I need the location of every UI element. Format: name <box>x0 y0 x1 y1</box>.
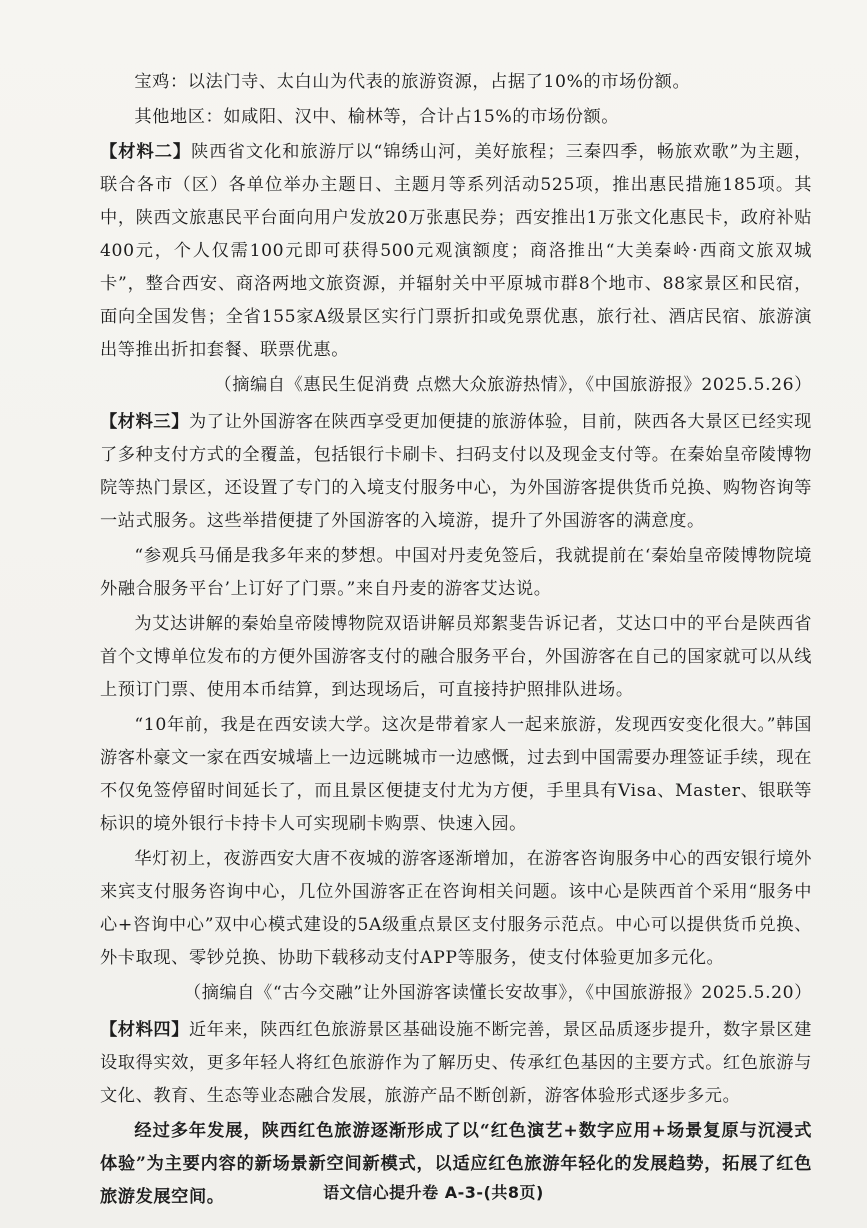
document-body <box>100 66 812 1216</box>
material-4-text: 近年来，陕西红色旅游景区基础设施不断完善，景区品质逐步提升，数字景区建设取得实效，更多年轻人将红色旅游作为了解历史、传承红色基因的主要方式。红色旅游与文化、教育、生态等业态融合发展，旅游产品不断创新，游客体验形式逐步多元。 <box>100 1020 812 1106</box>
material-4-tag: 【材料四】 <box>100 1020 189 1040</box>
material-2-source: （摘编自《惠民生促消费 点燃大众旅游热情》，《中国旅游报》2025.5.26） <box>214 375 812 395</box>
material-4-paragraph <box>100 1014 812 1113</box>
material-3-text: 为了让外国游客在陕西享受更加便捷的旅游体验，目前，陕西各大景区已经实现了多种支付方式的全覆盖，包括银行卡刷卡、扫码支付以及现金支付等。在秦始皇帝陵博物院等热门景区，还设置了专门的入境支付服务中心，为外国游客提供货币兑换、购物咨询等一站式服务。这些举措便捷了外国游客的入境游，提升了外国游客的满意度。 <box>100 412 812 531</box>
material-2-text: 陕西省文化和旅游厅以“锦绣山河，美好旅程；三秦四季，畅旅欢歌”为主题，联合各市（区）各单位举办主题日、主题月等系列活动525项，推出惠民措施185项。其中，陕西文旅惠民平台面向用户发放20万张惠民券；西安推出1万张文化惠民卡，政府补贴400元，个人仅需100元即可获得500元观演额度；商洛推出“大美秦岭·西商文旅双城卡”，整合西安、商洛两地文旅资源，并辐射关中平原城市群8个地市、88家景区和民宿，面向全国发售；全省155家A级景区实行门票折扣或免票优惠，旅行社、酒店民宿、旅游演出等推出折扣套餐、联票优惠。 <box>100 142 812 360</box>
paragraph-other-regions: 其他地区：如咸阳、汉中、榆林等，合计占15%的市场份额。 <box>134 107 620 127</box>
paragraph-baoji: 宝鸡：以法门寺、太白山为代表的旅游资源，占据了10%的市场份额。 <box>134 72 691 92</box>
paragraph-red-tourism: 经过多年发展，陕西红色旅游逐渐形成了以“红色演艺+数字应用+场景复原与沉浸式体验”为主要内容的新场景新空间新模式，以适应红色旅游年轻化的发展趋势，拓展了红色旅游发展空间。 <box>100 1121 812 1207</box>
material-3-source: （摘编自《“古今交融”让外国游客读懂长安故事》，《中国旅游报》2025.5.20） <box>183 983 812 1003</box>
material-2-paragraph <box>100 136 812 367</box>
material-3-tag: 【材料三】 <box>100 412 189 432</box>
page-footer: 语文信心提升卷 A-3-(共8页) <box>323 1183 544 1202</box>
paragraph-korean-tourist: “10年前，我是在西安读大学。这次是带着家人一起来旅游，发现西安变化很大。”韩国游客朴豪文一家在西安城墙上一边远眺城市一边感慨，过去到中国需要办理签证手续，现在不仅免签停留时间延长了，而且景区便捷支付尤为方便，手里具有Visa、Master、银联等标识的境外银行卡持卡人可实现刷卡购票、快速入园。 <box>100 715 812 834</box>
material-3-paragraph <box>100 406 812 538</box>
paragraph-guide: 为艾达讲解的秦始皇帝陵博物院双语讲解员郑絮斐告诉记者，艾达口中的平台是陕西省首个文博单位发布的方便外国游客支付的融合服务平台，外国游客在自己的国家就可以从线上预订门票、使用本币结算，到达现场后，可直接持护照排队进场。 <box>100 614 812 700</box>
paragraph-night-tour: 华灯初上，夜游西安大唐不夜城的游客逐渐增加，在游客咨询服务中心的西安银行境外来宾支付服务咨询中心，几位外国游客正在咨询相关问题。该中心是陕西首个采用“服务中心+咨询中心”双中心模式建设的5A级重点景区支付服务示范点。中心可以提供货币兑换、外卡取现、零钞兑换、协助下载移动支付APP等服务，使支付体验更加多元化。 <box>100 849 812 968</box>
paragraph-aida-quote: “参观兵马俑是我多年来的梦想。中国对丹麦免签后，我就提前在‘秦始皇帝陵博物院境外融合服务平台’上订好了门票。”来自丹麦的游客艾达说。 <box>100 546 812 599</box>
material-2-tag: 【材料二】 <box>100 142 192 162</box>
